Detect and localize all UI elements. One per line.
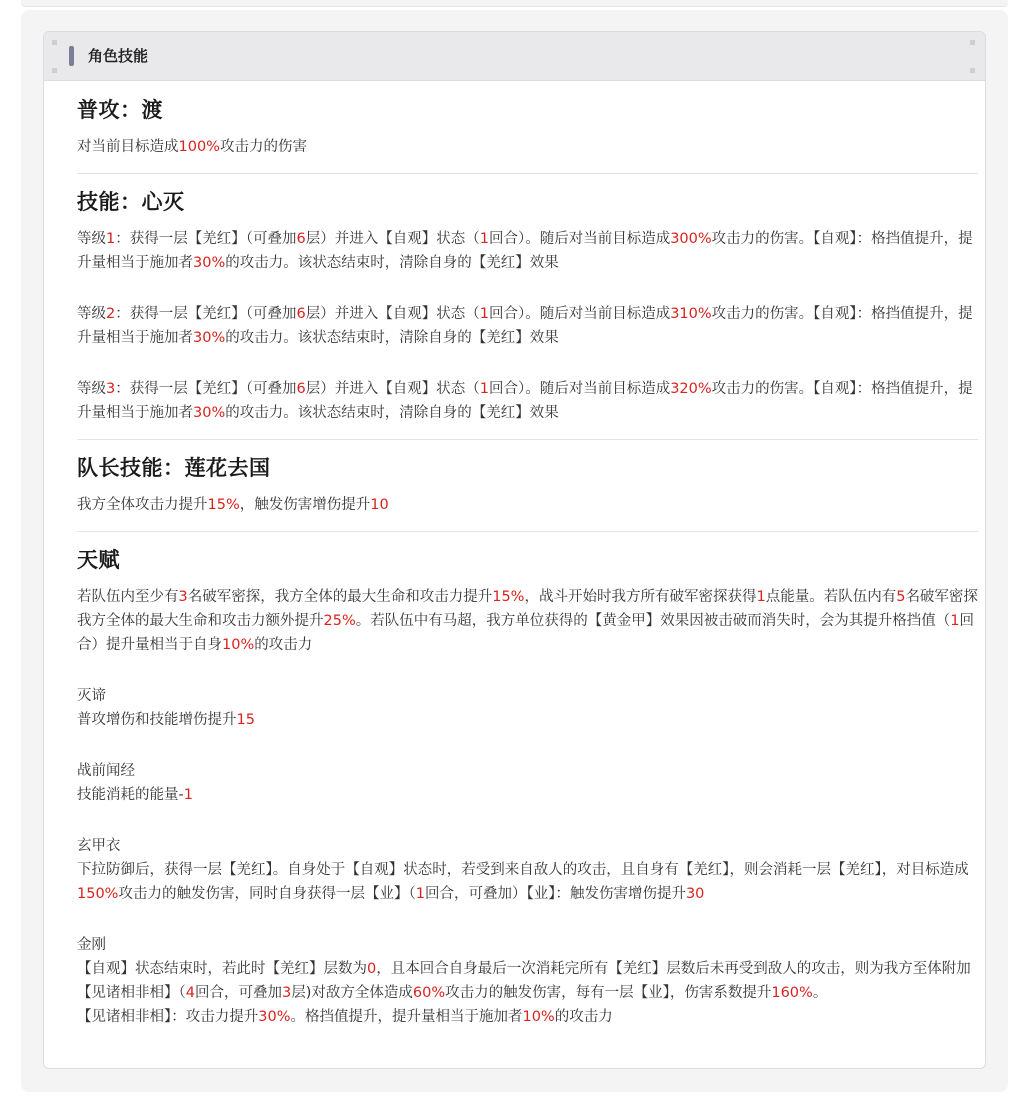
skill-description xyxy=(77,834,978,906)
highlight-value: 1 xyxy=(950,613,960,629)
text-segment: ：获得一层【羌红】（可叠加 xyxy=(115,381,297,397)
highlight-value: 30% xyxy=(193,405,226,421)
text-segment: 回合）。随后对当前目标造成 xyxy=(488,231,671,247)
text-segment: ，触发伤害增伤提升 xyxy=(239,497,371,513)
highlight-value: 300% xyxy=(670,231,712,247)
text-segment: ，战斗开始时我方所有破军密探获得 xyxy=(524,589,757,605)
highlight-value: 320% xyxy=(670,381,712,397)
text-segment: 等级 xyxy=(77,231,106,247)
highlight-value: 150% xyxy=(77,886,119,902)
text-segment: 层）并进入【自观】状态（ xyxy=(305,306,480,322)
text-segment: 攻击力的触发伤害，每有一层【业】，伤害系数提升 xyxy=(445,985,772,1001)
highlight-value: 25% xyxy=(323,613,356,629)
section-divider xyxy=(77,531,978,532)
section-divider xyxy=(77,173,978,174)
section-divider xyxy=(77,439,978,440)
text-segment: 等级 xyxy=(77,381,106,397)
text-segment: 名破军密探，我方全体的最大生命和攻击力提升 xyxy=(187,589,493,605)
highlight-value: 100% xyxy=(178,139,220,155)
text-segment: 攻击力的伤害。【自观】：格挡值提升，提升量相当于施加者 xyxy=(77,231,973,271)
text-segment: 普攻增伤和技能增伤提升 xyxy=(77,712,237,728)
highlight-value: 3 xyxy=(178,589,188,605)
skill-description xyxy=(77,493,978,517)
text-segment: 名破军密探我方全体的最大生命和攻击力额外提升 xyxy=(77,589,978,629)
highlight-value: 15% xyxy=(207,497,240,513)
section-title: 普攻：渡 xyxy=(77,98,163,122)
skill-description xyxy=(77,759,978,807)
highlight-value: 310% xyxy=(670,306,712,322)
highlight-value: 10% xyxy=(222,637,255,653)
highlight-value: 60% xyxy=(412,985,446,1001)
text-segment: 回合）提升量相当于自身 xyxy=(77,613,974,653)
corner-dot xyxy=(970,68,975,73)
text-segment: 攻击力的伤害。【自观】：格挡值提升，提升量相当于施加者 xyxy=(77,306,973,346)
paragraph-gap xyxy=(77,275,978,302)
highlight-value: 30% xyxy=(193,255,226,271)
text-segment: 回合）。随后对当前目标造成 xyxy=(488,381,671,397)
paragraph-gap xyxy=(77,732,978,759)
highlight-value: 15% xyxy=(492,589,525,605)
text-segment: 【自观】状态结束时，若此时【羌红】层数为 xyxy=(77,961,367,977)
highlight-value: 0 xyxy=(367,961,377,977)
text-segment: 我方全体攻击力提升 xyxy=(77,497,208,513)
text-segment: ：获得一层【羌红】（可叠加 xyxy=(115,231,297,247)
highlight-value: 4 xyxy=(185,985,195,1001)
highlight-value: 6 xyxy=(296,231,306,247)
highlight-value: 3 xyxy=(106,381,116,397)
highlight-value: 160% xyxy=(771,985,813,1001)
text-segment: 攻击力的伤害。【自观】：格挡值提升，提升量相当于施加者 xyxy=(77,381,973,421)
text-segment: 攻击力的触发伤害，同时自身获得一层【业】（ xyxy=(118,886,416,902)
skills-card xyxy=(43,31,986,1069)
text-segment: 攻击力的伤害 xyxy=(219,139,307,155)
text-segment: 玄甲衣 xyxy=(77,838,121,854)
highlight-value: 1 xyxy=(479,381,489,397)
text-segment: 。若队伍中有马超，我方单位获得的【黄金甲】效果因被击破而消失时，会为其提升格挡值（ xyxy=(355,613,951,629)
highlight-value: 15 xyxy=(236,712,255,728)
highlight-value: 2 xyxy=(106,306,116,322)
skills-content xyxy=(44,81,985,1029)
section-title: 技能：心灭 xyxy=(77,190,185,214)
text-segment: 回合，可叠加）【业】：触发伤害增伤提升 xyxy=(424,886,686,902)
text-segment: 的攻击力。该状态结束时，清除自身的【羌红】效果 xyxy=(225,255,559,271)
section-title: 队长技能：莲花去国 xyxy=(77,456,271,480)
text-segment: ，且本回合自身最后一次消耗完所有【羌红】层数后未再受到敌人的攻击，则为我方至体附加【见诸相非相】（ xyxy=(77,961,971,1001)
section-title: 天赋 xyxy=(77,548,120,572)
corner-dot xyxy=(52,68,57,73)
text-segment: 点能量。若队伍内有 xyxy=(765,589,897,605)
card-header xyxy=(44,32,985,81)
skill-description xyxy=(77,227,978,275)
card-title: 角色技能 xyxy=(88,47,149,65)
highlight-value: 1 xyxy=(756,589,766,605)
highlight-value: 30 xyxy=(685,886,705,902)
corner-dot xyxy=(52,40,57,45)
paragraph-gap xyxy=(77,906,978,933)
text-segment: 等级 xyxy=(77,306,106,322)
paragraph-gap xyxy=(77,350,978,377)
text-segment: 的攻击力 xyxy=(254,637,313,653)
text-segment: 层）并进入【自观】状态（ xyxy=(305,381,480,397)
text-segment: 层)对敌方全体造成 xyxy=(291,985,413,1001)
outer-panel xyxy=(21,10,1008,1092)
text-segment: 层）并进入【自观】状态（ xyxy=(305,231,480,247)
highlight-value: 3 xyxy=(281,985,292,1001)
text-segment: ：获得一层【羌红】（可叠加 xyxy=(115,306,297,322)
highlight-value: 1 xyxy=(479,231,489,247)
text-segment: 灭谛 xyxy=(77,688,106,704)
text-segment: 。格挡值提升，提升量相当于施加者 xyxy=(290,1009,523,1025)
skill-description xyxy=(77,684,978,732)
skill-description xyxy=(77,135,978,159)
text-segment: 金刚 xyxy=(77,937,106,953)
skill-description xyxy=(77,933,978,1029)
skill-description xyxy=(77,585,978,657)
text-segment: 的攻击力。该状态结束时，清除自身的【羌红】效果 xyxy=(225,330,559,346)
highlight-value: 1 xyxy=(106,231,116,247)
text-segment: 若队伍内至少有 xyxy=(77,589,179,605)
text-segment: 的攻击力。该状态结束时，清除自身的【羌红】效果 xyxy=(225,405,559,421)
text-segment: 的攻击力 xyxy=(554,1009,613,1025)
text-segment: 下拉防御后，获得一层【羌红】。自身处于【自观】状态时，若受到来自敌人的攻击，且自身有【羌红】，则会消耗一层【羌红】，对目标造成 xyxy=(77,862,969,878)
highlight-value: 30% xyxy=(193,330,226,346)
highlight-value: 1 xyxy=(415,886,425,902)
top-strip xyxy=(21,0,1008,7)
text-segment: 对当前目标造成 xyxy=(77,139,179,155)
text-segment: 回合）。随后对当前目标造成 xyxy=(488,306,671,322)
text-segment: 回合，可叠加 xyxy=(194,985,282,1001)
highlight-value: 1 xyxy=(183,787,193,803)
highlight-value: 10 xyxy=(370,497,389,513)
highlight-value: 1 xyxy=(479,306,489,322)
text-segment: 战前闻经 xyxy=(77,763,135,779)
header-accent-bar xyxy=(69,46,74,66)
paragraph-gap xyxy=(77,657,978,684)
highlight-value: 6 xyxy=(296,381,306,397)
corner-dot xyxy=(970,40,975,45)
highlight-value: 5 xyxy=(896,589,906,605)
paragraph-gap xyxy=(77,807,978,834)
skill-description xyxy=(77,302,978,350)
highlight-value: 10% xyxy=(522,1009,555,1025)
skill-description xyxy=(77,377,978,425)
text-segment: 。 xyxy=(812,985,828,1001)
text-segment: 【见诸相非相】：攻击力提升 xyxy=(77,1009,259,1025)
highlight-value: 30% xyxy=(258,1009,291,1025)
text-segment: 技能消耗的能量- xyxy=(77,787,184,803)
highlight-value: 6 xyxy=(296,306,306,322)
